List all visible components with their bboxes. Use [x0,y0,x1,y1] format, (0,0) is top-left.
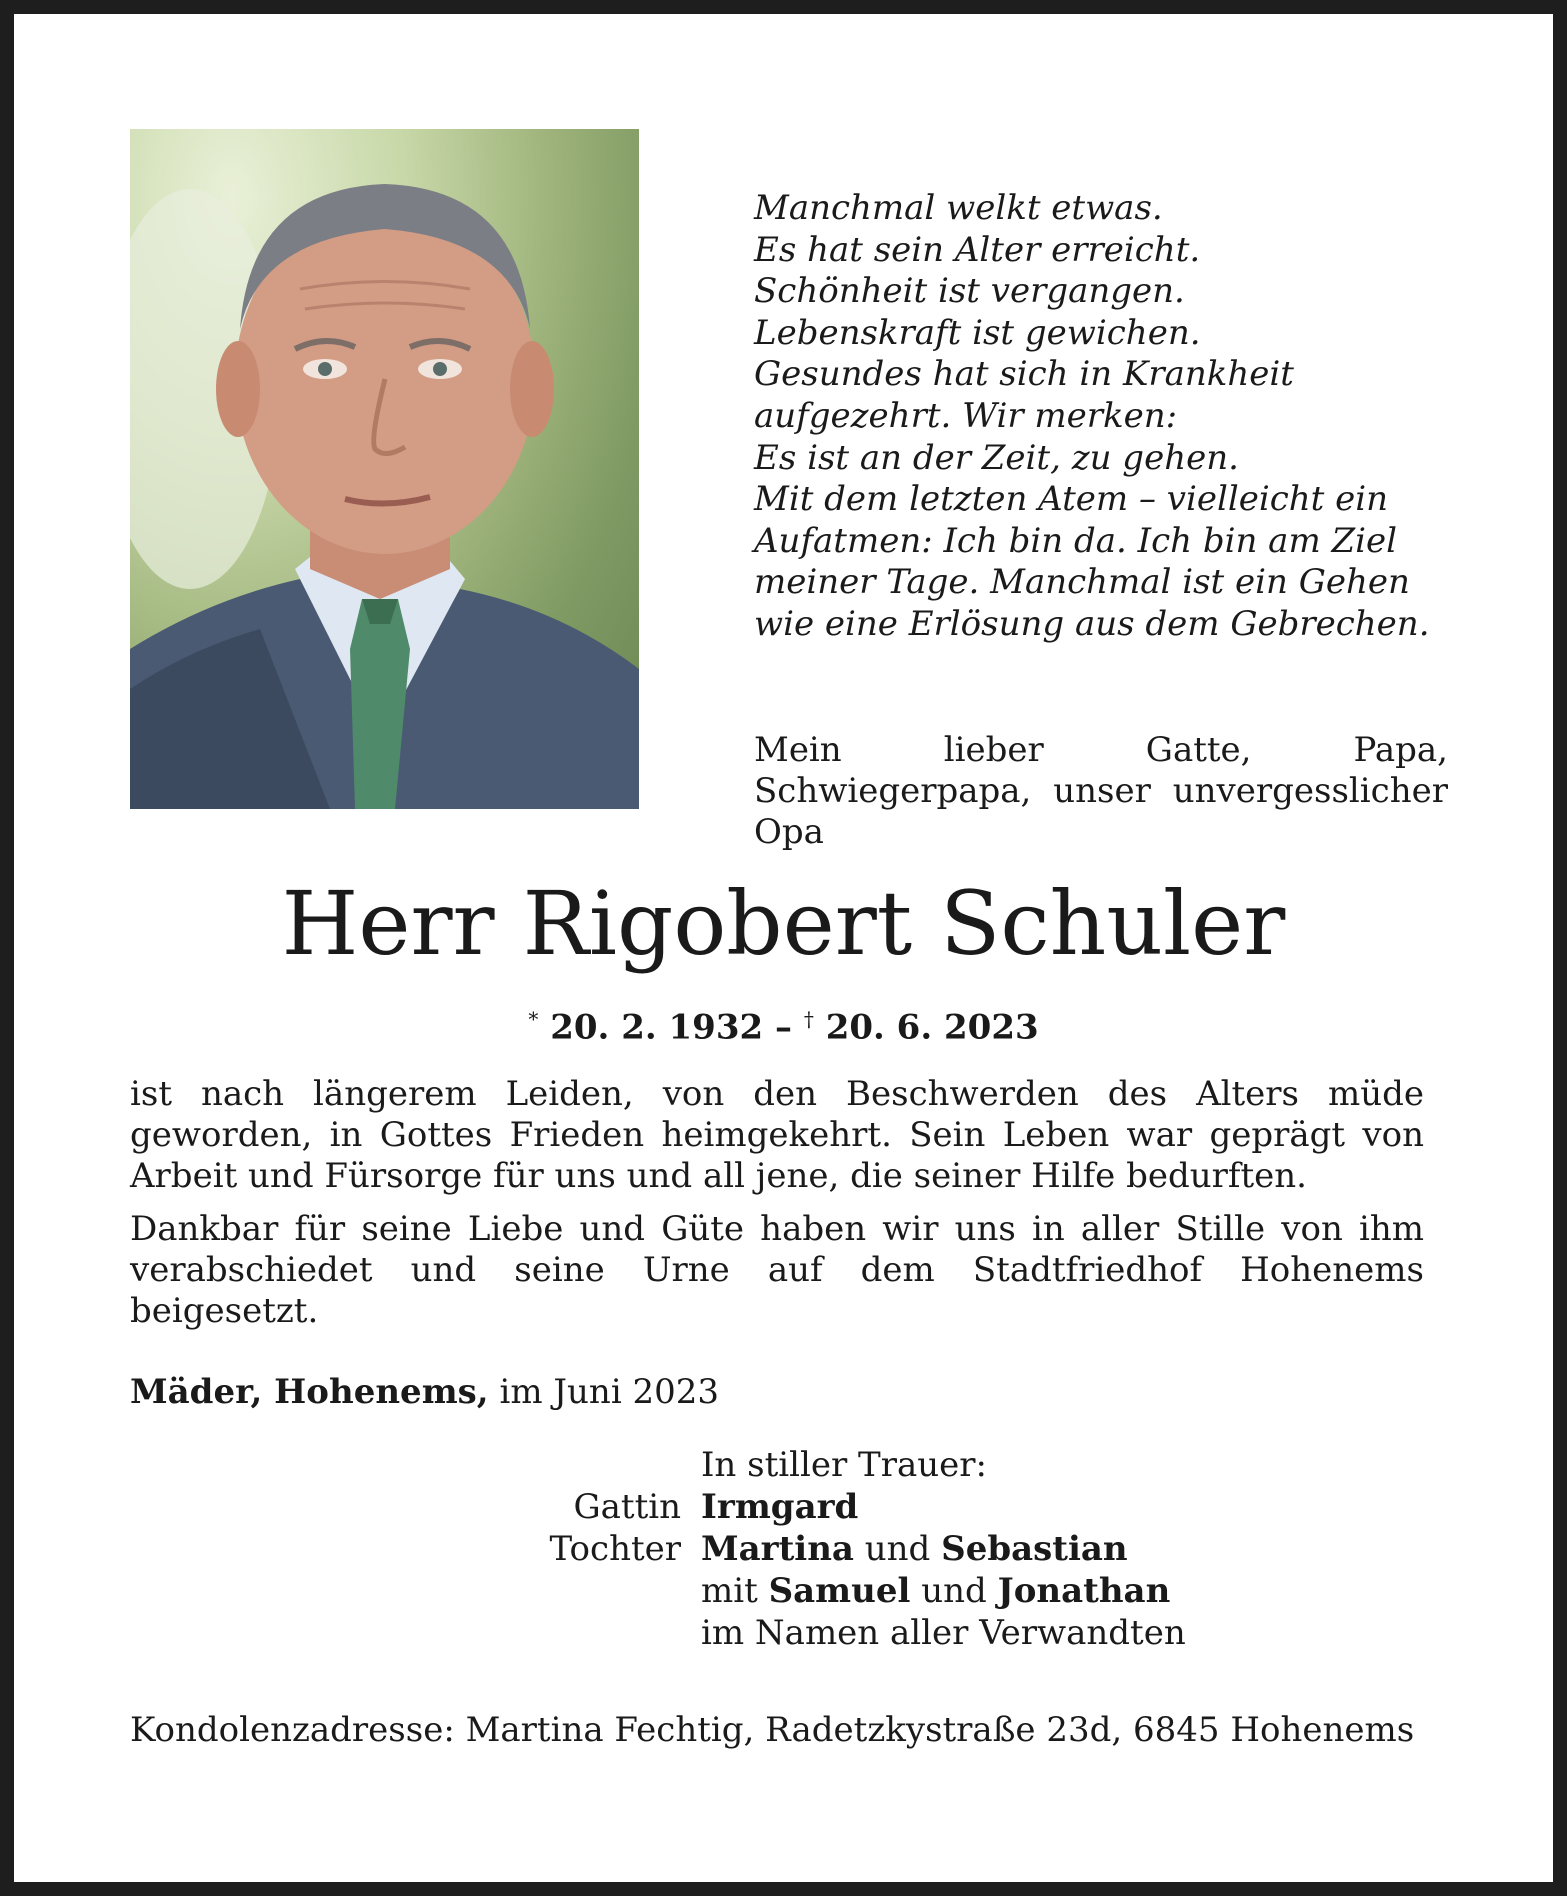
poem-line: Manchmal welkt etwas. [754,188,1163,228]
deceased-name: Herr Rigobert Schuler [281,872,1286,975]
intro-text [754,730,1448,853]
birth-date: 20. 2. 1932 [550,1007,764,1048]
conjunction: mit [701,1571,769,1611]
poem [754,188,1474,646]
portrait-photo [130,129,639,809]
relation [514,1612,701,1654]
mourner-name: Jonathan [997,1571,1171,1611]
date-separator: – [775,1007,792,1048]
death-date: 20. 6. 2023 [825,1007,1039,1048]
mourning-heading: In stiller Trauer: [701,1445,987,1485]
poem-line: Gesundes hat sich in Krankheit [754,354,1294,395]
poem-line: Schönheit ist vergangen. [754,271,1185,312]
relation [514,1570,701,1612]
announcement-text [130,1074,1424,1344]
relatives-note: im Namen aller Verwandten [701,1613,1186,1653]
poem-line: Es hat sein Alter erreicht. [754,229,1201,270]
mourner-row [514,1528,1186,1570]
poem-line: aufgezehrt. Wir merken: [754,395,1178,436]
paragraph: Dankbar für seine Liebe und Güte haben wir uns in aller Stille von ihm verabschiedet und seine Urne auf dem Stadtfriedhof Hohenems beigesetzt. [130,1209,1424,1331]
mourner-row [514,1612,1186,1654]
place-date [130,1372,719,1413]
conjunction: und [910,1571,998,1611]
condolence-address: Kondolenzadresse: Martina Fechtig, Radetzkystraße 23d, 6845 Hohenems [130,1710,1415,1750]
poem-line: meiner Tage. Manchmal ist ein Gehen [754,562,1410,603]
life-dates [14,999,1553,1047]
paragraph: ist nach längerem Leiden, von den Beschwerden des Alters müde geworden, in Gottes Frieden heimgekehrt. Sein Leben war geprägt von Arbeit und Fürsorge für uns und all jene, die seiner Hilfe bedurften. [130,1074,1424,1196]
obituary-page [14,14,1553,1882]
mourner-row [514,1570,1186,1612]
mourner-name: Martina [701,1529,854,1569]
mourner-name: Samuel [768,1571,911,1611]
poem-line: wie eine Erlösung aus dem Gebrechen. [754,603,1430,644]
poem-line: Lebenskraft ist gewichen. [754,312,1201,353]
place: Mäder, Hohenems, [130,1372,489,1412]
portrait-illustration [130,129,639,809]
relation-spacer [514,1444,701,1486]
mourner-names [701,1570,1170,1612]
mourners-block [514,1444,1186,1654]
relation: Tochter [549,1529,681,1569]
poem-line: Aufatmen: Ich bin da. Ich bin am Ziel [754,520,1397,561]
mourner-names [701,1528,1128,1570]
relation: Gattin [573,1487,681,1527]
birth-symbol: * [528,1007,539,1031]
poem-line: Es ist an der Zeit, zu gehen. [754,437,1239,478]
conjunction: und [853,1529,942,1569]
death-symbol: † [803,1007,814,1031]
mourner-row [514,1486,1186,1528]
intro-line: Mein lieber Gatte, Papa, Schwiegerpapa, unser unvergesslicher Opa [754,730,1448,852]
mourner-name: Sebastian [941,1529,1128,1569]
mourner-name: Irmgard [701,1487,859,1527]
month-date: im Juni 2023 [499,1372,720,1412]
mourning-heading-row [514,1444,1186,1486]
mourner-names [701,1486,858,1528]
poem-line: Mit dem letzten Atem – vielleicht ein [754,479,1388,520]
